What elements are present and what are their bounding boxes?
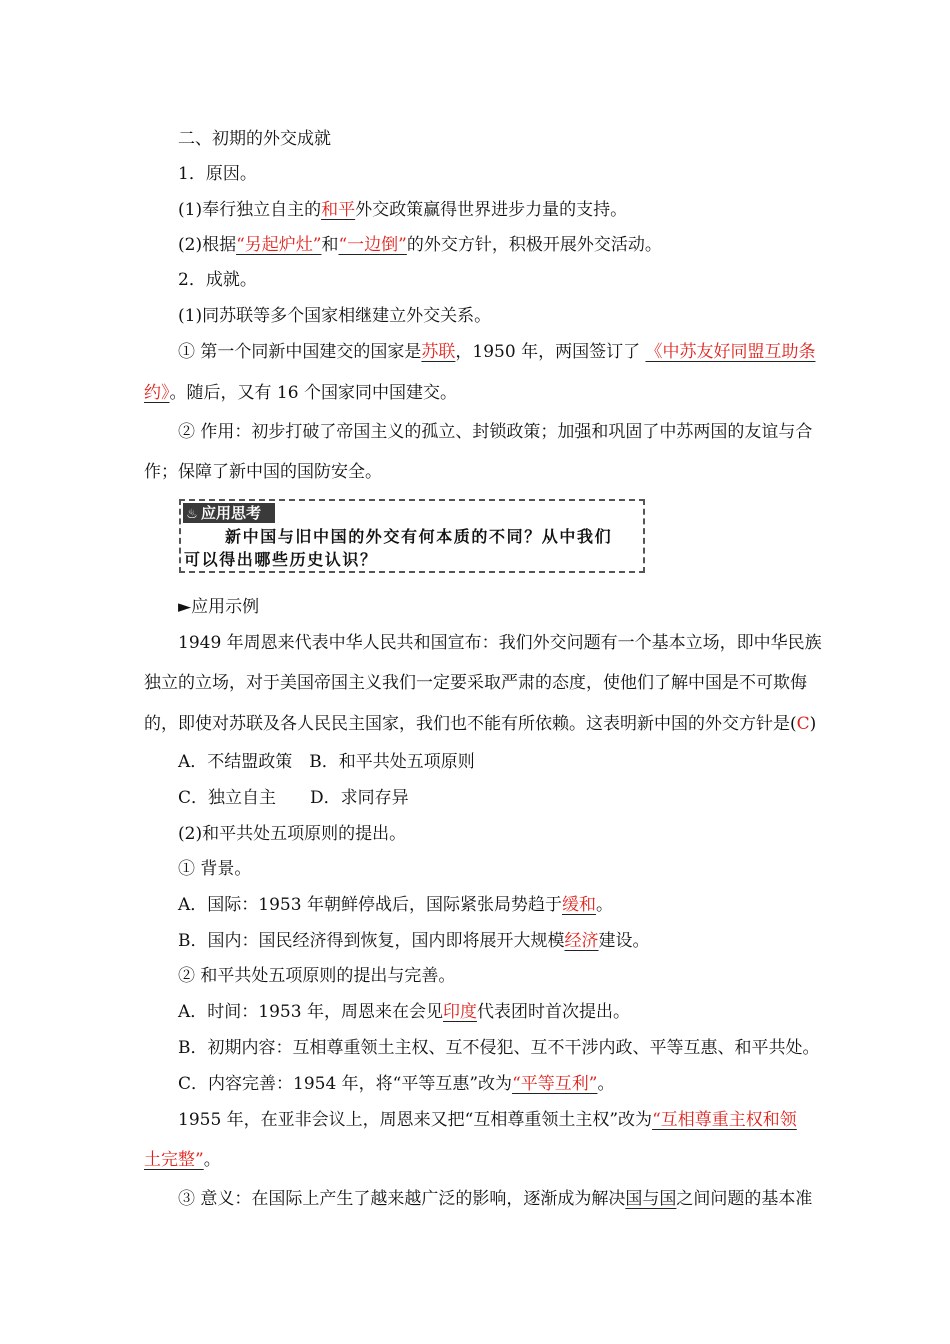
steam-icon: ♨ bbox=[186, 507, 198, 522]
ach1-paragraph-2-line2: 作；保障了新中国的国防安全。 bbox=[144, 462, 382, 482]
example-line3 bbox=[144, 712, 816, 736]
ach2-heading: (2)和平共处五项原则的提出。 bbox=[178, 824, 407, 844]
bg-a-end: 。 bbox=[595, 895, 613, 915]
answer-treaty-end: 约》 bbox=[144, 383, 170, 403]
development-1955-cont bbox=[144, 1148, 221, 1172]
example-line3-paren: ) bbox=[809, 714, 817, 734]
answer-ease: 缓和 bbox=[561, 895, 596, 915]
reason-heading: 1．原因。 bbox=[178, 164, 257, 184]
bg-b-text: B．国内：国民经济得到恢复，国内即将展开大规模 bbox=[178, 931, 565, 951]
think-tag-label: 应用思考 bbox=[201, 504, 262, 522]
reason-2-text-end: 的外交方针，积极开展外交活动。 bbox=[406, 235, 662, 255]
example-heading: ►应用示例 bbox=[178, 597, 260, 617]
dev-c-end: 。 bbox=[597, 1074, 615, 1094]
background-international bbox=[178, 893, 613, 917]
think-question-line1: 新中国与旧中国的外交有何本质的不同？从中我们 bbox=[225, 527, 613, 546]
development-refinement bbox=[178, 1072, 614, 1096]
answer-sovereignty-end: 土完整” bbox=[144, 1150, 204, 1170]
options-cd: C．独立自主 D．求同存异 bbox=[178, 788, 409, 808]
answer-mutual-benefit: “平等互利” bbox=[512, 1074, 598, 1094]
answer-sovereignty: “互相尊重主权和领 bbox=[652, 1110, 797, 1130]
meaning-text: ③ 意义：在国际上产生了越来越广泛的影响，逐渐成为解决 bbox=[178, 1189, 626, 1209]
reason-2 bbox=[178, 233, 662, 257]
development-initial-content: B．初期内容：互相尊重领土主权、互不侵犯、互不干涉内政、平等互惠、和平共处。 bbox=[178, 1038, 820, 1058]
achievement-heading: 2．成就。 bbox=[178, 270, 257, 290]
background-domestic bbox=[178, 929, 650, 953]
answer-soviet-union: 苏联 bbox=[421, 342, 456, 362]
answer-peace: 和平 bbox=[321, 200, 356, 220]
answer-state-to-state: 国与国 bbox=[625, 1189, 677, 1209]
ach1-heading: (1)同苏联等多个国家相继建立外交关系。 bbox=[178, 306, 492, 326]
answer-treaty: 《中苏友好同盟互助条 bbox=[645, 342, 816, 362]
ach1-p1-text: ① 第一个同新中国建交的国家是 bbox=[178, 342, 422, 362]
bg-a-text: A．国际：1953 年朝鲜停战后，国际紧张局势趋于 bbox=[178, 895, 562, 915]
answer-economy: 经济 bbox=[564, 931, 599, 951]
reason-1-text: (1)奉行独立自主的 bbox=[178, 200, 322, 220]
development-heading: ② 和平共处五项原则的提出与完善。 bbox=[178, 966, 456, 986]
meaning bbox=[178, 1187, 812, 1211]
development-1955 bbox=[178, 1108, 797, 1132]
answer-lean-one-side: “一边倒” bbox=[338, 235, 407, 255]
example-line1: 1949 年周恩来代表中华人民共和国宣布：我们外交问题有一个基本立场，即中华民族 bbox=[178, 633, 822, 653]
application-thinking-box bbox=[179, 499, 645, 573]
example-line3-text: 的，即使对苏联及各人民民主国家，我们也不能有所依赖。这表明新中国的外交方针是( bbox=[144, 714, 797, 734]
answer-c: C bbox=[796, 714, 810, 734]
reason-2-text: (2)根据 bbox=[178, 235, 237, 255]
bg-b-end: 建设。 bbox=[598, 931, 650, 951]
reason-1-text-end: 外交政策赢得世界进步力量的支持。 bbox=[355, 200, 628, 220]
ach1-p1-text-mid: ，1950 年，两国签订了 bbox=[455, 342, 646, 362]
example-line2: 独立的立场，对于美国帝国主义我们一定要采取严肃的态度，使他们了解中国是不可欺侮 bbox=[144, 673, 807, 693]
answer-new-start: “另起炉灶” bbox=[236, 235, 322, 255]
answer-india: 印度 bbox=[442, 1002, 477, 1022]
development-time bbox=[178, 1000, 630, 1024]
dev-a-end: 代表团时首次提出。 bbox=[476, 1002, 630, 1022]
think-tag bbox=[183, 503, 275, 523]
ach1-paragraph-1-cont bbox=[144, 381, 457, 405]
dev-c-text: C．内容完善：1954 年，将“平等互惠”改为 bbox=[178, 1074, 513, 1094]
ach1-paragraph-2-line1: ② 作用：初步打破了帝国主义的孤立、封锁政策；加强和巩固了中苏两国的友谊与合 bbox=[178, 422, 813, 442]
background-heading: ① 背景。 bbox=[178, 859, 252, 879]
think-question-line2: 可以得出哪些历史认识？ bbox=[184, 550, 378, 569]
meaning-text-end: 之间问题的基本准 bbox=[676, 1189, 813, 1209]
dev-1955-end: 。 bbox=[203, 1150, 221, 1170]
reason-2-and: 和 bbox=[321, 235, 339, 255]
dev-a-text: A．时间：1953 年，周恩来在会见 bbox=[178, 1002, 443, 1022]
reason-1 bbox=[178, 198, 627, 222]
ach1-paragraph-1 bbox=[178, 340, 815, 364]
dev-1955-text: 1955 年，在亚非会议上，周恩来又把“互相尊重领土主权”改为 bbox=[178, 1110, 653, 1130]
options-ab: A．不结盟政策 B．和平共处五项原则 bbox=[178, 752, 475, 772]
section-title: 二、初期的外交成就 bbox=[178, 129, 331, 149]
ach1-p1-text-end: 。随后，又有 16 个国家同中国建交。 bbox=[169, 383, 457, 403]
